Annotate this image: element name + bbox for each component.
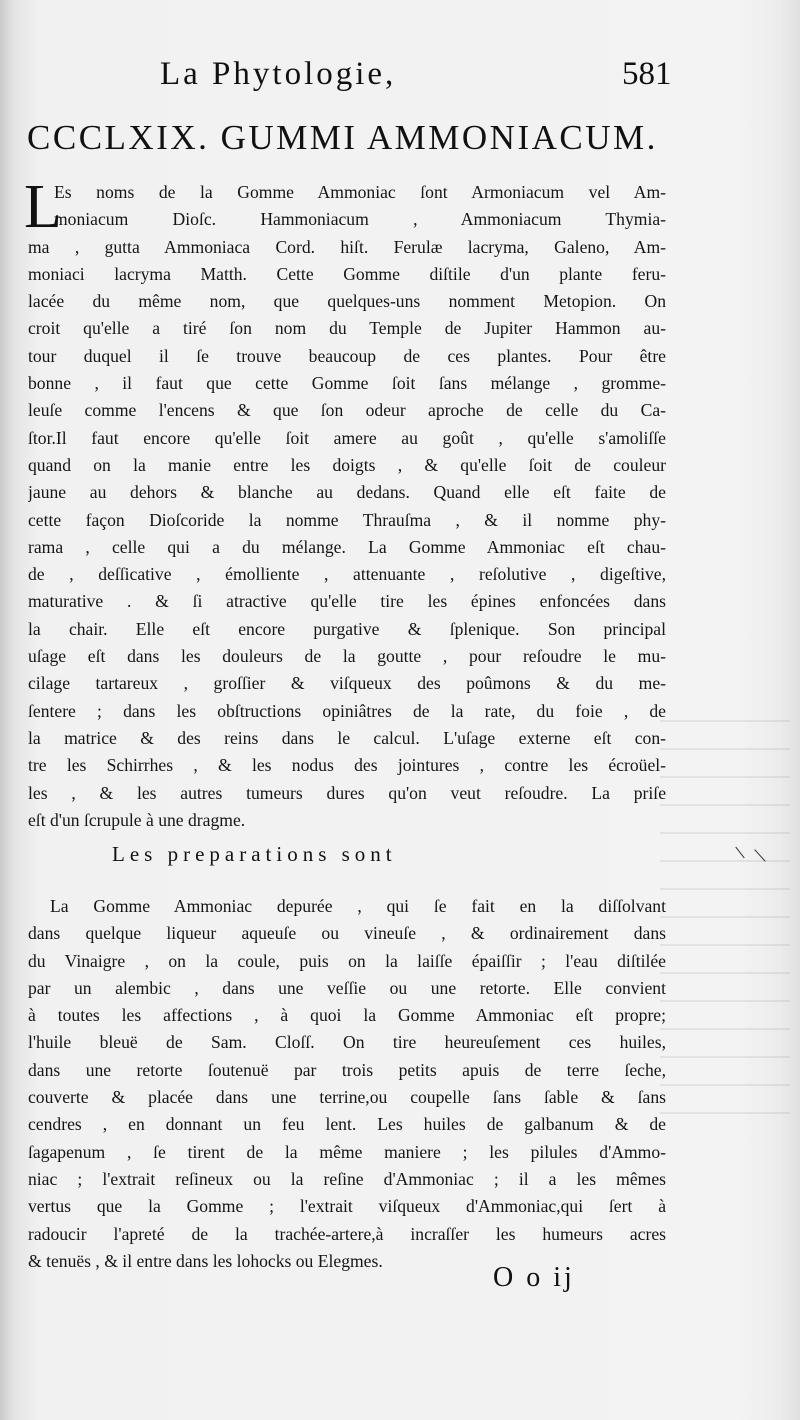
text-line: l'huile bleuë de Sam. Cloſſ. On tire heureuſement ces huiles,	[28, 1032, 666, 1053]
text-line: uſage eſt dans les douleurs de la goutte , pour reſoudre le mu-	[28, 646, 666, 667]
text-line: cendres , en donnant un feu lent. Les huiles de galbanum & de	[28, 1114, 666, 1135]
text-line: ma , gutta Ammoniaca Cord. hiſt. Ferulæ lacryma, Galeno, Am-	[28, 236, 666, 257]
text-line: leuſe comme l'encens & que ſon odeur aproche de celle du Ca-	[28, 400, 666, 421]
text-line: cilage tartareux , groſſier & viſqueux des poûmons & du me-	[28, 673, 666, 694]
text-line: eſt d'un ſcrupule à une dragme.	[28, 809, 246, 830]
text-line: moniaci lacryma Matth. Cette Gomme diſtile d'un plante feru-	[28, 263, 666, 284]
first-paragraph	[28, 179, 666, 834]
text-line: couverte & placée dans une terrine,ou coupelle ſans ſable & ſans	[28, 1087, 666, 1108]
text-line: par un alembic , dans une veſſie ou une retorte. Elle convient	[28, 977, 666, 998]
text-line: niac ; l'extrait reſineux ou la reſine d'Ammoniac ; il a les mêmes	[28, 1168, 666, 1189]
text-line: rama , celle qui a du mélange. La Gomme Ammoniac eſt chau-	[28, 536, 666, 557]
text-line: dans une retorte ſoutenuë par trois petits apuis de terre ſeche,	[28, 1059, 666, 1080]
drop-cap: L	[24, 173, 62, 241]
page-number: 581	[622, 56, 672, 92]
text-line: la chair. Elle eſt encore purgative & ſplenique. Son principal	[28, 618, 666, 639]
chapter-title: CCCLXIX. GUMMI AMMONIACUM.	[27, 118, 658, 157]
second-paragraph	[28, 893, 666, 1275]
signature-mark: O o ij	[493, 1262, 575, 1293]
text-line: La Gomme Ammoniac depurée , qui ſe fait en la diſſolvant	[50, 896, 666, 916]
text-line: maturative . & ſi atractive qu'elle tire les épines enfoncées dans	[28, 591, 666, 612]
text-line: croit qu'elle a tiré ſon nom du Temple de Jupiter Hammon au-	[28, 318, 666, 339]
text-line: tre les Schirrhes , & les nodus des jointures , contre les écroüel-	[28, 755, 666, 776]
text-line: dans quelque liqueur aqueuſe ou vineuſe , & ordinairement dans	[28, 923, 666, 944]
text-line: ſtor.Il faut encore qu'elle ſoit amere au goût , qu'elle s'amoliſſe	[28, 427, 666, 448]
text-line: Es noms de la Gomme Ammoniac ſont Armoniacum vel Am-	[54, 182, 666, 202]
text-line: vertus que la Gomme ; l'extrait viſqueux d'Ammoniac,qui ſert à	[28, 1196, 666, 1217]
text-line: ſentere ; dans les obſtructions opiniâtres de la rate, du foie , de	[28, 700, 666, 721]
text-line: de , deſſicative , émolliente , attenuante , reſolutive , digeſtive,	[28, 564, 666, 585]
running-head: La Phytologie,	[160, 56, 397, 92]
text-line: du Vinaigre , on la coule, puis on la laiſſe épaiſſir ; l'eau diſtilée	[28, 950, 666, 971]
text-line: les , & les autres tumeurs dures qu'on veut reſoudre. La priſe	[28, 782, 666, 803]
text-line: la matrice & des reins dans le calcul. L'uſage externe eſt con-	[28, 727, 666, 748]
text-line: ſagapenum , ſe tirent de la même maniere ; les pilules d'Ammo-	[28, 1141, 666, 1162]
text-line: bonne , il faut que cette Gomme ſoit ſans mélange , gromme-	[28, 373, 666, 394]
text-line: & tenuës , & il entre dans les lohocks ou Elegmes.	[28, 1250, 383, 1271]
text-line: cette façon Dioſcoride la nomme Thrauſma , & il nomme phy-	[28, 509, 666, 530]
text-line: tour duquel il ſe trouve beaucoup de ces plantes. Pour être	[28, 345, 666, 366]
text-line: radoucir l'apreté de la trachée-artere,à incraſſer les humeurs acres	[28, 1223, 666, 1244]
text-line: moniacum Dioſc. Hammoniacum , Ammoniacum Thymia-	[54, 209, 666, 230]
text-line: à toutes les affections , à quoi la Gomme Ammoniac eſt propre;	[28, 1005, 666, 1026]
text-line: quand on la manie entre les doigts , & qu'elle ſoit de couleur	[28, 454, 666, 475]
text-line: lacée du même nom, que quelques-uns nomment Metopion. On	[28, 291, 666, 312]
text-line: jaune au dehors & blanche au dedans. Quand elle eſt faite de	[28, 482, 666, 503]
section-heading: Les preparations sont	[112, 842, 397, 866]
